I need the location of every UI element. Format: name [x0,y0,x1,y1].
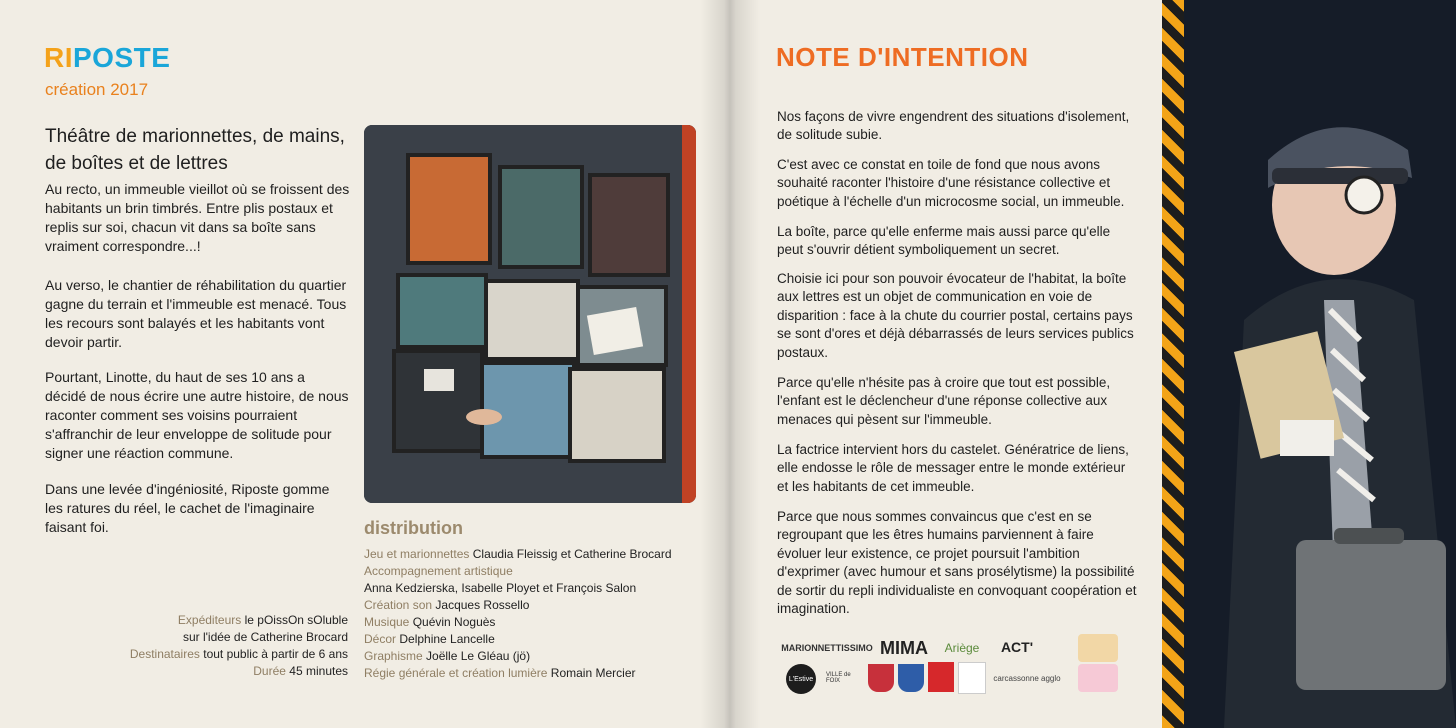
logo-occitanie [928,662,954,692]
distribution-row: Régie générale et création lumière Romain Mercier [364,666,636,680]
distribution-row: Création son Jacques Rossello [364,598,530,612]
logo-shield-red [868,664,894,692]
note-paragraph: Parce que nous sommes convaincus que c'est en se regroupant que les êtres humains parviennent à faire évoluer leur existence, ce projet poursuit l'ambition d'exprimer (avec humour et sans prosélytisme) la possibilité de sortir du repli individualiste en convoquant coopération et imagination. [777,509,1137,617]
credit-row: Destinataires tout public à partir de 6 ans [129,647,348,661]
hazard-stripe [1162,0,1184,728]
logo-marionnettissimo: MARIONNETTISSIMO [781,643,873,653]
paragraph-ingeniosite: Dans une levée d'ingéniosité, Riposte gomme les ratures du réel, le cachet de l'imaginaire faisant foi. [45,481,330,535]
paragraph-recto: Au recto, un immeuble vieillot où se froissent des habitants un brin timbrés. Entre plis postaux et replis sur soi, chacun vit dans sa boîte sans vraiment correspondre...! [45,181,350,254]
note-paragraph: C'est avec ce constat en toile de fond que nous avons souhaité raconter l'histoire d'une résistance collective et poétique à l'échelle d'un microcosme social, un immeuble. [777,157,1125,209]
logo-act: ACT' [1000,639,1034,655]
note-paragraph: Parce qu'elle n'hésite pas à croire que tout est possible, l'enfant est le déclencheur d'une réponse collective aux menaces qui pèsent sur l'immeuble. [777,375,1111,427]
distribution-row: Musique Quévin Noguès [364,615,496,629]
creation-year: création 2017 [45,80,149,99]
credit-row: sur l'idée de Catherine Brocard [182,630,348,644]
logo-ariege: Ariège [944,641,980,655]
mailbox-photo [364,125,696,503]
brand-part-2: POSTE [73,42,171,73]
distribution-row: Jeu et marionnettes Claudia Fleissig et Catherine Brocard [364,547,672,561]
logo-ville-foix: VILLE de FOIX [826,672,851,684]
distribution-row: Graphisme Joëlle Le Gléau (jö) [364,649,531,663]
note-paragraph: La factrice intervient hors du castelet. Génératrice de liens, elle endosse le rôle de messager entre le monde extérieur et les habitants de cet immeuble. [777,442,1129,494]
brand-title [44,42,170,74]
distribution-row: Décor Delphine Lancelle [364,632,495,646]
logo-shield-blue [898,664,924,692]
distribution-row: Accompagnement artistique [364,564,513,578]
credit-row: Durée 45 minutes [253,664,348,678]
performer-photo [1184,0,1456,728]
logo-carcassonne: carcassonne agglo [993,673,1061,683]
paragraph-verso: Au verso, le chantier de réhabilitation du quartier gagne du terrain et l'immeuble est menacé. Tous les recours sont balayés et les habitants vont devoir partir. [45,277,347,350]
credit-row: Expéditeurs le pOissOn sOluble [177,613,348,627]
right-page [728,0,1456,728]
logo-mima: MIMA [880,637,928,658]
note-paragraph: Nos façons de vivre engendrent des situations d'isolement, de solitude subie. [777,109,1130,143]
note-title: NOTE D'INTENTION [776,42,1029,72]
headline: Théâtre de marionnettes, de mains, de boîtes et de lettres [45,126,345,174]
distribution-title: distribution [364,518,463,538]
logo-region [1078,634,1118,662]
paragraph-linotte: Pourtant, Linotte, du haut de ses 10 ans a décidé de nous écrire une autre histoire, de nous raconter comment ses voisins pourraient s'affranchir de leur enveloppe de solitude pour signer une réaction commune. [45,369,349,461]
logo-estive: L'Estive [786,664,816,694]
logo-republique [958,662,986,694]
distribution-row: Anna Kedzierska, Isabelle Ployet et François Salon [364,581,637,595]
note-paragraph: Choisie ici pour son pouvoir évocateur de l'habitat, la boîte aux lettres est un objet de communication en voie de disparition : face à la chute du courrier postal, certains pays se sont d'ores et déjà débarrassés de leurs services publics postaux. [777,271,1134,360]
brand-part-1: RI [44,42,73,73]
note-paragraph: La boîte, parce qu'elle enferme mais aussi parce qu'elle peut s'ouvrir détient symboliquement un secret. [777,224,1111,258]
mailbox-illustration [364,125,696,503]
performer-illustration [1184,0,1456,728]
logo-partner [1078,664,1118,692]
